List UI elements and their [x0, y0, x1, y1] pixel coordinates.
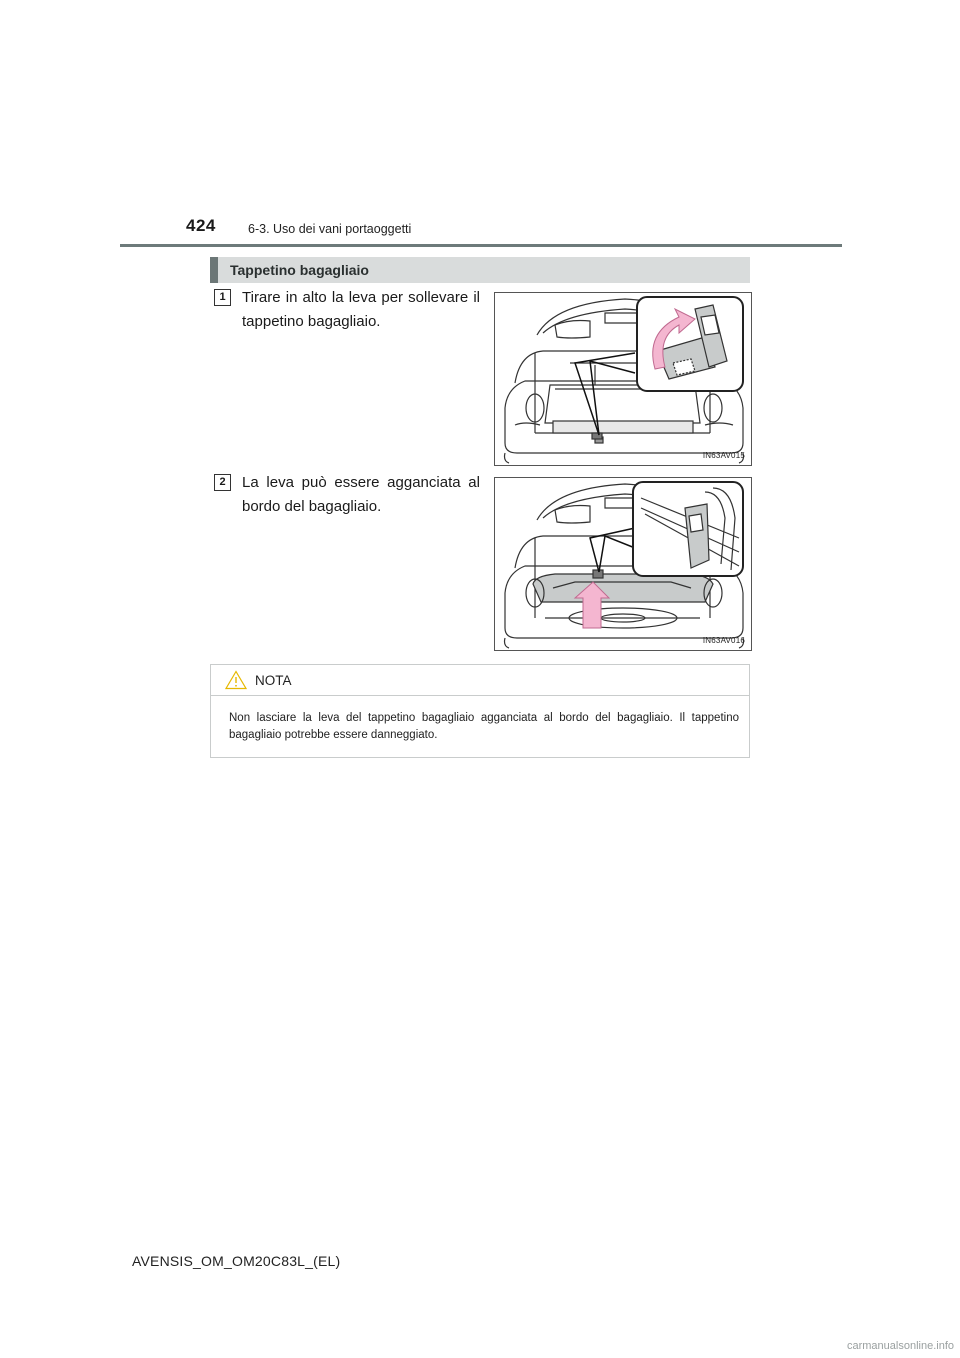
step-number-1: 1	[214, 289, 231, 306]
manual-code: AVENSIS_OM_OM20C83L_(EL)	[132, 1253, 341, 1269]
figure-lift-mat	[494, 292, 752, 466]
note-box	[210, 664, 750, 758]
figure-code-2: IN63AV016	[702, 636, 745, 645]
watermark: carmanualsonline.info	[846, 1340, 954, 1352]
figure-code-1: IN63AV015	[702, 451, 745, 460]
step-text-1: Tirare in alto la leva per sollevare il tappetino bagagliaio.	[242, 289, 480, 330]
trunk-illustration-lift	[495, 293, 751, 465]
step-text-2: La leva può essere agganciata al bordo del bagagliaio.	[242, 474, 480, 515]
trunk-illustration-hook	[495, 478, 751, 650]
figure-hook-lever	[494, 477, 752, 651]
warning-triangle-icon	[225, 670, 247, 690]
section-heading: Tappetino bagagliaio	[210, 257, 750, 283]
note-label: NOTA	[255, 672, 292, 688]
step-number-2: 2	[214, 474, 231, 491]
page-number: 424	[186, 216, 216, 235]
note-text: Non lasciare la leva del tappetino bagagliaio agganciata al bordo del bagagliaio. Il tappetino bagagliaio potrebbe essere danneggiato.	[229, 712, 739, 741]
header-rule	[120, 244, 842, 247]
note-header	[211, 665, 749, 696]
section-title: 6-3. Uso dei vani portaoggetti	[248, 222, 412, 236]
